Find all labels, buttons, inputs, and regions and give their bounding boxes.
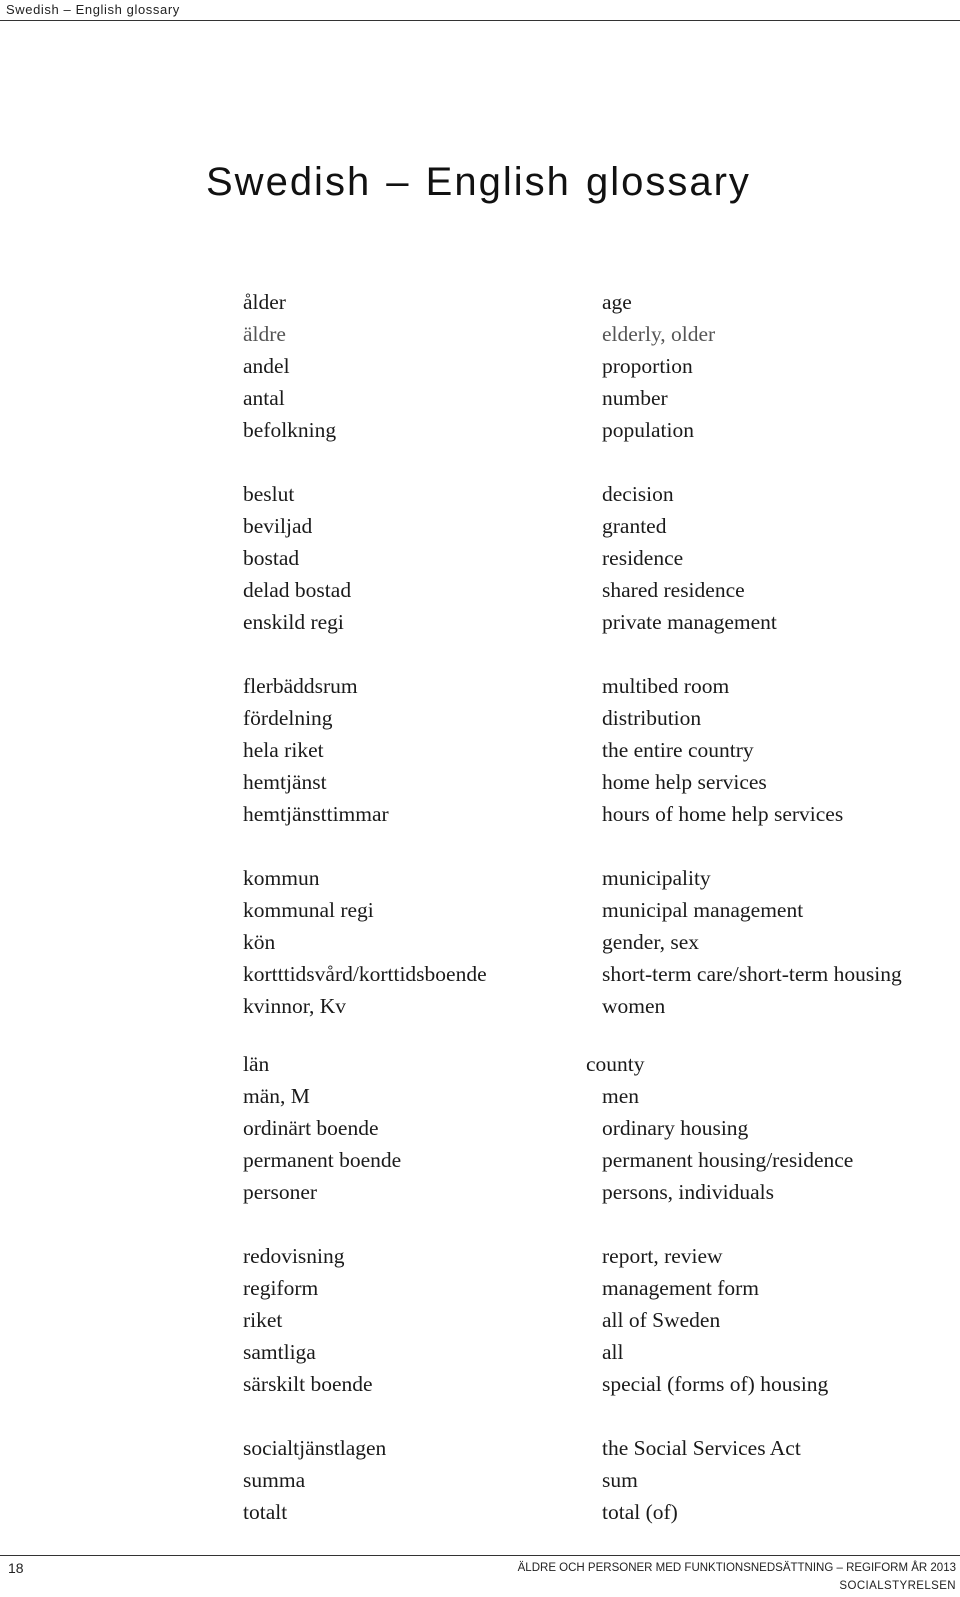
page-number: 18 — [8, 1560, 24, 1576]
swedish-term: män, M — [243, 1084, 310, 1108]
glossary-entry — [0, 926, 960, 958]
footer-publication-title: ÄLDRE OCH PERSONER MED FUNKTIONSNEDSÄTTNING – REGIFORM ÅR 2013 — [517, 1562, 956, 1574]
swedish-term: samtliga — [243, 1340, 316, 1364]
english-term: ordinary housing — [602, 1116, 749, 1140]
english-term: men — [602, 1084, 640, 1108]
swedish-term: beslut — [243, 482, 295, 506]
glossary-group — [0, 1240, 960, 1400]
glossary-entry — [0, 350, 960, 382]
glossary-entry — [0, 382, 960, 414]
swedish-term: särskilt boende — [243, 1372, 373, 1396]
english-term: the Social Services Act — [602, 1436, 801, 1460]
english-term: hours of home help services — [602, 802, 844, 826]
glossary-entry — [0, 670, 960, 702]
glossary-entry — [0, 542, 960, 574]
english-term: multibed room — [602, 674, 730, 698]
swedish-term: antal — [243, 386, 285, 410]
swedish-term: län — [243, 1052, 270, 1076]
swedish-term: socialtjänstlagen — [243, 1436, 387, 1460]
english-term: proportion — [602, 354, 693, 378]
glossary-group — [0, 286, 960, 446]
english-term: all of Sweden — [602, 1308, 721, 1332]
footer-rule — [0, 1555, 960, 1556]
glossary-entry — [0, 702, 960, 734]
glossary-entry — [0, 894, 960, 926]
swedish-term: beviljad — [243, 514, 313, 538]
english-term: persons, individuals — [602, 1180, 774, 1204]
glossary-group — [0, 1432, 960, 1528]
glossary-entry — [0, 958, 960, 990]
english-term: all — [602, 1340, 624, 1364]
swedish-term: summa — [243, 1468, 306, 1492]
english-term: home help services — [602, 770, 767, 794]
english-term: granted — [602, 514, 667, 538]
english-term: special (forms of) housing — [602, 1372, 829, 1396]
running-header: Swedish – English glossary — [6, 2, 180, 17]
swedish-term: redovisning — [243, 1244, 345, 1268]
swedish-term: befolkning — [243, 418, 337, 442]
english-term: total (of) — [602, 1500, 678, 1524]
glossary-entry — [0, 1336, 960, 1368]
glossary-entry — [0, 1496, 960, 1528]
glossary-entry — [0, 286, 960, 318]
english-term: report, review — [602, 1244, 723, 1268]
english-term: elderly, older — [602, 322, 716, 346]
swedish-term: flerbäddsrum — [243, 674, 358, 698]
english-term: permanent housing/residence — [602, 1148, 854, 1172]
swedish-term: permanent boende — [243, 1148, 402, 1172]
glossary-entry — [0, 1144, 960, 1176]
english-term: gender, sex — [602, 930, 700, 954]
english-term: county — [586, 1052, 645, 1076]
swedish-term: personer — [243, 1180, 318, 1204]
glossary-entry — [0, 1112, 960, 1144]
english-term: shared residence — [602, 578, 745, 602]
english-term: private management — [602, 610, 777, 634]
swedish-term: totalt — [243, 1500, 288, 1524]
swedish-term: fördelning — [243, 706, 333, 730]
english-term: management form — [602, 1276, 760, 1300]
glossary-group — [0, 478, 960, 638]
english-term: distribution — [602, 706, 702, 730]
glossary-entry — [0, 1048, 960, 1080]
glossary-entry — [0, 798, 960, 830]
swedish-term: andel — [243, 354, 290, 378]
glossary-table — [0, 286, 960, 1560]
swedish-term: hemtjänst — [243, 770, 327, 794]
swedish-term: riket — [243, 1308, 283, 1332]
swedish-term: hemtjänsttimmar — [243, 802, 389, 826]
english-term: residence — [602, 546, 684, 570]
swedish-term: kommunal regi — [243, 898, 374, 922]
glossary-entry — [0, 734, 960, 766]
glossary-entry — [0, 478, 960, 510]
footer-organization: SOCIALSTYRELSEN — [839, 1580, 956, 1592]
glossary-entry — [0, 510, 960, 542]
glossary-entry — [0, 414, 960, 446]
glossary-entry — [0, 1176, 960, 1208]
swedish-term: kommun — [243, 866, 320, 890]
glossary-entry — [0, 1240, 960, 1272]
glossary-entry — [0, 1368, 960, 1400]
glossary-group — [0, 862, 960, 1022]
swedish-term: kortttidsvård/korttidsboende — [243, 962, 487, 986]
swedish-term: regiform — [243, 1276, 319, 1300]
english-term: sum — [602, 1468, 638, 1492]
english-term: short-term care/short-term housing — [602, 962, 902, 986]
glossary-entry — [0, 990, 960, 1022]
english-term: municipality — [602, 866, 711, 890]
swedish-term: enskild regi — [243, 610, 344, 634]
english-term: municipal management — [602, 898, 804, 922]
english-term: decision — [602, 482, 674, 506]
english-term: number — [602, 386, 668, 410]
english-term: age — [602, 290, 632, 314]
glossary-entry — [0, 574, 960, 606]
glossary-entry — [0, 862, 960, 894]
glossary-entry — [0, 318, 960, 350]
page-title: Swedish – English glossary — [206, 160, 751, 204]
swedish-term: ålder — [243, 290, 286, 314]
english-term: population — [602, 418, 694, 442]
swedish-term: hela riket — [243, 738, 324, 762]
glossary-entry — [0, 1432, 960, 1464]
glossary-entry — [0, 1272, 960, 1304]
swedish-term: kvinnor, Kv — [243, 994, 347, 1018]
swedish-term: ordinärt boende — [243, 1116, 379, 1140]
swedish-term: äldre — [243, 322, 286, 346]
glossary-group — [0, 1048, 960, 1208]
english-term: women — [602, 994, 666, 1018]
swedish-term: kön — [243, 930, 276, 954]
glossary-entry — [0, 1080, 960, 1112]
english-term: the entire country — [602, 738, 754, 762]
swedish-term: delad bostad — [243, 578, 352, 602]
glossary-entry — [0, 606, 960, 638]
glossary-entry — [0, 1464, 960, 1496]
swedish-term: bostad — [243, 546, 300, 570]
header-rule — [0, 20, 960, 21]
glossary-entry — [0, 766, 960, 798]
glossary-entry — [0, 1304, 960, 1336]
glossary-group — [0, 670, 960, 830]
